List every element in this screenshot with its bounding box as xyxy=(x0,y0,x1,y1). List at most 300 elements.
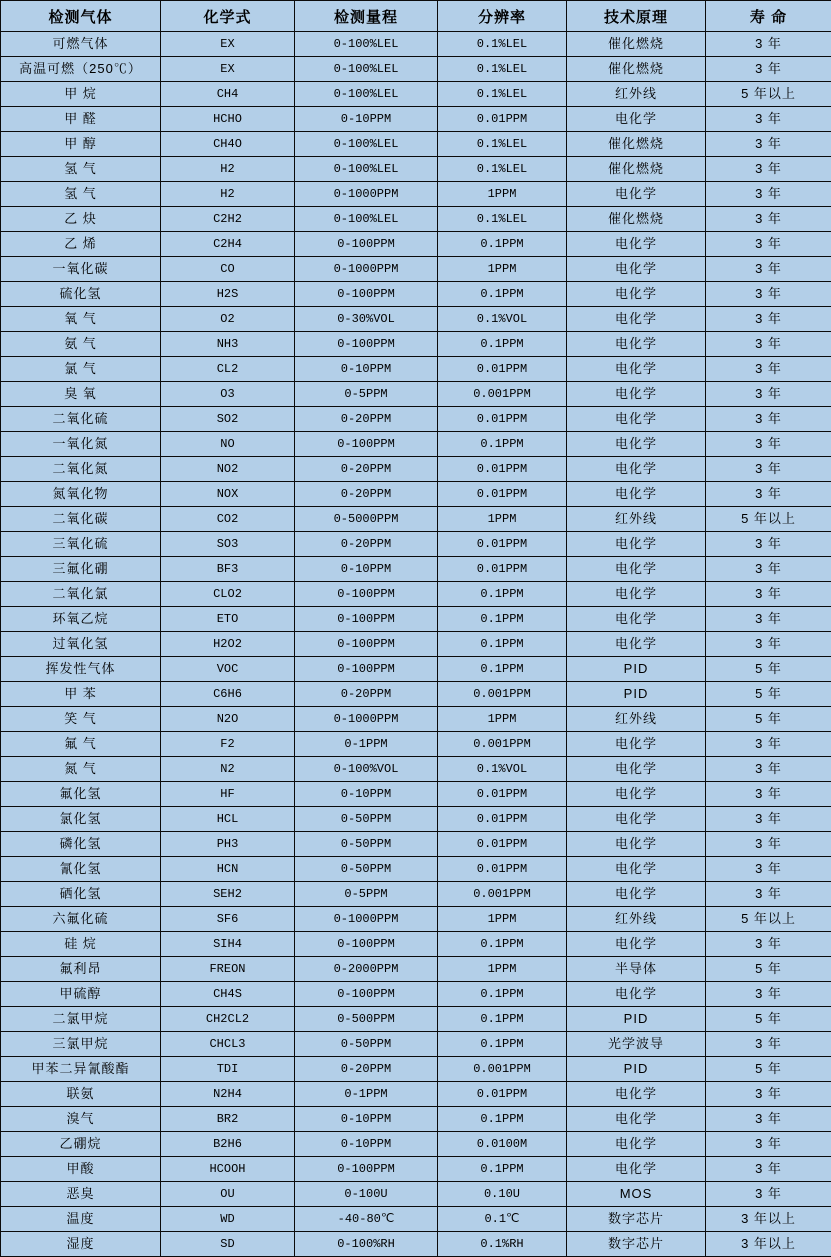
cell-detection-range: 0-100U xyxy=(295,1182,438,1207)
cell-service-life: 3 年 xyxy=(706,807,831,832)
cell-chemical-formula: H2S xyxy=(161,282,295,307)
cell-detection-range: 0-50PPM xyxy=(295,1032,438,1057)
cell-technical-principle: 光学波导 xyxy=(567,1032,706,1057)
cell-technical-principle: 电化学 xyxy=(567,857,706,882)
cell-resolution: 0.01PPM xyxy=(438,782,567,807)
cell-resolution: 0.01PPM xyxy=(438,557,567,582)
table-row xyxy=(1,1232,831,1257)
cell-technical-principle: 电化学 xyxy=(567,482,706,507)
cell-chemical-formula: CH2CL2 xyxy=(161,1007,295,1032)
cell-technical-principle: 电化学 xyxy=(567,232,706,257)
table-row xyxy=(1,1107,831,1132)
cell-service-life: 5 年 xyxy=(706,1007,831,1032)
cell-gas-name: 乙 烯 xyxy=(1,232,161,257)
cell-technical-principle: 电化学 xyxy=(567,432,706,457)
cell-chemical-formula: SD xyxy=(161,1232,295,1257)
cell-resolution: 1PPM xyxy=(438,507,567,532)
cell-resolution: 0.1PPM xyxy=(438,1032,567,1057)
cell-resolution: 0.001PPM xyxy=(438,382,567,407)
cell-service-life: 3 年以上 xyxy=(706,1207,831,1232)
cell-chemical-formula: O2 xyxy=(161,307,295,332)
cell-gas-name: 甲酸 xyxy=(1,1157,161,1182)
cell-resolution: 0.1%LEL xyxy=(438,157,567,182)
cell-gas-name: 一氧化碳 xyxy=(1,257,161,282)
cell-detection-range: 0-20PPM xyxy=(295,407,438,432)
cell-resolution: 0.01PPM xyxy=(438,482,567,507)
column-header-resolution: 分辨率 xyxy=(438,1,567,32)
cell-technical-principle: PID xyxy=(567,1007,706,1032)
table-row xyxy=(1,932,831,957)
cell-gas-name: 环氧乙烷 xyxy=(1,607,161,632)
column-header-range: 检测量程 xyxy=(295,1,438,32)
table-row xyxy=(1,182,831,207)
cell-detection-range: 0-5000PPM xyxy=(295,507,438,532)
cell-technical-principle: 红外线 xyxy=(567,507,706,532)
cell-resolution: 0.1PPM xyxy=(438,1007,567,1032)
table-row xyxy=(1,157,831,182)
cell-detection-range: 0-20PPM xyxy=(295,532,438,557)
cell-service-life: 3 年 xyxy=(706,782,831,807)
column-header-life: 寿 命 xyxy=(706,1,831,32)
cell-resolution: 0.1PPM xyxy=(438,982,567,1007)
cell-gas-name: 磷化氢 xyxy=(1,832,161,857)
cell-service-life: 3 年 xyxy=(706,307,831,332)
table-row xyxy=(1,407,831,432)
cell-technical-principle: 电化学 xyxy=(567,357,706,382)
table-row xyxy=(1,732,831,757)
cell-chemical-formula: CH4S xyxy=(161,982,295,1007)
cell-detection-range: 0-100PPM xyxy=(295,607,438,632)
cell-gas-name: 氢 气 xyxy=(1,157,161,182)
cell-detection-range: 0-100PPM xyxy=(295,332,438,357)
cell-detection-range: 0-20PPM xyxy=(295,482,438,507)
cell-resolution: 1PPM xyxy=(438,257,567,282)
cell-technical-principle: 催化燃烧 xyxy=(567,207,706,232)
cell-detection-range: 0-1PPM xyxy=(295,732,438,757)
cell-gas-name: 硫化氢 xyxy=(1,282,161,307)
cell-service-life: 5 年以上 xyxy=(706,907,831,932)
cell-chemical-formula: CL2 xyxy=(161,357,295,382)
table-row xyxy=(1,982,831,1007)
cell-resolution: 1PPM xyxy=(438,907,567,932)
cell-service-life: 3 年 xyxy=(706,207,831,232)
cell-resolution: 0.1%VOL xyxy=(438,307,567,332)
cell-gas-name: 甲 烷 xyxy=(1,82,161,107)
cell-chemical-formula: EX xyxy=(161,32,295,57)
cell-detection-range: 0-100%VOL xyxy=(295,757,438,782)
cell-resolution: 0.1PPM xyxy=(438,1107,567,1132)
cell-gas-name: 乙 炔 xyxy=(1,207,161,232)
cell-chemical-formula: BF3 xyxy=(161,557,295,582)
cell-service-life: 3 年 xyxy=(706,482,831,507)
cell-resolution: 0.01PPM xyxy=(438,1082,567,1107)
table-row xyxy=(1,1057,831,1082)
table-row xyxy=(1,1132,831,1157)
cell-detection-range: 0-1000PPM xyxy=(295,907,438,932)
cell-service-life: 3 年 xyxy=(706,532,831,557)
cell-resolution: 0.1PPM xyxy=(438,932,567,957)
cell-gas-name: 联氨 xyxy=(1,1082,161,1107)
cell-technical-principle: 电化学 xyxy=(567,932,706,957)
cell-chemical-formula: N2 xyxy=(161,757,295,782)
cell-service-life: 5 年 xyxy=(706,1057,831,1082)
cell-technical-principle: 电化学 xyxy=(567,807,706,832)
column-header-formula: 化学式 xyxy=(161,1,295,32)
cell-service-life: 5 年 xyxy=(706,657,831,682)
cell-chemical-formula: HF xyxy=(161,782,295,807)
cell-resolution: 0.0100M xyxy=(438,1132,567,1157)
cell-detection-range: 0-100PPM xyxy=(295,1157,438,1182)
table-row xyxy=(1,457,831,482)
cell-chemical-formula: PH3 xyxy=(161,832,295,857)
cell-detection-range: 0-10PPM xyxy=(295,557,438,582)
cell-chemical-formula: NOX xyxy=(161,482,295,507)
column-header-principle: 技术原理 xyxy=(567,1,706,32)
cell-gas-name: 二氧化碳 xyxy=(1,507,161,532)
cell-detection-range: 0-1000PPM xyxy=(295,182,438,207)
cell-chemical-formula: TDI xyxy=(161,1057,295,1082)
table-row xyxy=(1,257,831,282)
cell-gas-name: 三氟化硼 xyxy=(1,557,161,582)
cell-gas-name: 挥发性气体 xyxy=(1,657,161,682)
cell-resolution: 1PPM xyxy=(438,957,567,982)
cell-service-life: 3 年 xyxy=(706,982,831,1007)
cell-chemical-formula: CO xyxy=(161,257,295,282)
cell-gas-name: 三氧化硫 xyxy=(1,532,161,557)
cell-chemical-formula: N2O xyxy=(161,707,295,732)
cell-chemical-formula: C2H4 xyxy=(161,232,295,257)
cell-service-life: 3 年 xyxy=(706,107,831,132)
cell-chemical-formula: CO2 xyxy=(161,507,295,532)
cell-service-life: 3 年 xyxy=(706,857,831,882)
cell-chemical-formula: C6H6 xyxy=(161,682,295,707)
cell-technical-principle: 电化学 xyxy=(567,457,706,482)
cell-resolution: 0.1%LEL xyxy=(438,57,567,82)
cell-gas-name: 氨 气 xyxy=(1,332,161,357)
table-row xyxy=(1,1082,831,1107)
cell-service-life: 3 年 xyxy=(706,1182,831,1207)
cell-gas-name: 氟 气 xyxy=(1,732,161,757)
table-row xyxy=(1,632,831,657)
cell-gas-name: 三氯甲烷 xyxy=(1,1032,161,1057)
cell-resolution: 0.01PPM xyxy=(438,807,567,832)
cell-technical-principle: PID xyxy=(567,657,706,682)
cell-resolution: 0.1PPM xyxy=(438,332,567,357)
cell-chemical-formula: ETO xyxy=(161,607,295,632)
table-row xyxy=(1,32,831,57)
cell-chemical-formula: C2H2 xyxy=(161,207,295,232)
cell-detection-range: 0-1000PPM xyxy=(295,707,438,732)
cell-technical-principle: 电化学 xyxy=(567,382,706,407)
cell-service-life: 3 年 xyxy=(706,182,831,207)
table-row xyxy=(1,1182,831,1207)
cell-technical-principle: 催化燃烧 xyxy=(567,157,706,182)
cell-gas-name: 一氧化氮 xyxy=(1,432,161,457)
cell-gas-name: 二氧化氮 xyxy=(1,457,161,482)
cell-gas-name: 高温可燃（250℃） xyxy=(1,57,161,82)
cell-detection-range: 0-100PPM xyxy=(295,432,438,457)
table-row xyxy=(1,357,831,382)
cell-service-life: 3 年 xyxy=(706,157,831,182)
cell-resolution: 1PPM xyxy=(438,707,567,732)
cell-service-life: 3 年 xyxy=(706,282,831,307)
cell-detection-range: 0-1000PPM xyxy=(295,257,438,282)
cell-service-life: 3 年 xyxy=(706,332,831,357)
cell-gas-name: 温度 xyxy=(1,1207,161,1232)
cell-resolution: 0.1PPM xyxy=(438,1157,567,1182)
cell-technical-principle: 电化学 xyxy=(567,582,706,607)
table-row xyxy=(1,707,831,732)
cell-chemical-formula: H2 xyxy=(161,157,295,182)
cell-resolution: 0.1PPM xyxy=(438,432,567,457)
cell-technical-principle: 电化学 xyxy=(567,257,706,282)
cell-gas-name: 氢 气 xyxy=(1,182,161,207)
cell-detection-range: 0-10PPM xyxy=(295,1132,438,1157)
table-row xyxy=(1,57,831,82)
table-row xyxy=(1,657,831,682)
cell-service-life: 3 年 xyxy=(706,432,831,457)
cell-detection-range: 0-100%LEL xyxy=(295,82,438,107)
cell-service-life: 5 年 xyxy=(706,957,831,982)
cell-chemical-formula: SO3 xyxy=(161,532,295,557)
cell-chemical-formula: HCHO xyxy=(161,107,295,132)
cell-gas-name: 硅 烷 xyxy=(1,932,161,957)
cell-resolution: 0.1%VOL xyxy=(438,757,567,782)
cell-gas-name: 臭 氧 xyxy=(1,382,161,407)
cell-technical-principle: 电化学 xyxy=(567,307,706,332)
cell-resolution: 0.001PPM xyxy=(438,1057,567,1082)
cell-resolution: 1PPM xyxy=(438,182,567,207)
table-row xyxy=(1,82,831,107)
cell-service-life: 3 年以上 xyxy=(706,1232,831,1257)
cell-gas-name: 二氧化氯 xyxy=(1,582,161,607)
cell-resolution: 0.1PPM xyxy=(438,232,567,257)
cell-resolution: 0.1%LEL xyxy=(438,32,567,57)
cell-chemical-formula: CH4O xyxy=(161,132,295,157)
column-header-gas-name: 检测气体 xyxy=(1,1,161,32)
cell-service-life: 3 年 xyxy=(706,1107,831,1132)
cell-detection-range: 0-100%LEL xyxy=(295,32,438,57)
table-row xyxy=(1,332,831,357)
table-row xyxy=(1,957,831,982)
table-row xyxy=(1,882,831,907)
table-row xyxy=(1,307,831,332)
cell-detection-range: 0-100PPM xyxy=(295,932,438,957)
cell-service-life: 3 年 xyxy=(706,257,831,282)
cell-resolution: 0.01PPM xyxy=(438,832,567,857)
cell-technical-principle: 催化燃烧 xyxy=(567,57,706,82)
table-row xyxy=(1,432,831,457)
cell-detection-range: 0-100%LEL xyxy=(295,207,438,232)
cell-gas-name: 恶臭 xyxy=(1,1182,161,1207)
cell-gas-name: 氰化氢 xyxy=(1,857,161,882)
cell-resolution: 0.01PPM xyxy=(438,457,567,482)
cell-chemical-formula: H2 xyxy=(161,182,295,207)
cell-detection-range: 0-100%RH xyxy=(295,1232,438,1257)
cell-technical-principle: 电化学 xyxy=(567,782,706,807)
cell-gas-name: 溴气 xyxy=(1,1107,161,1132)
cell-gas-name: 甲苯二异氰酸酯 xyxy=(1,1057,161,1082)
cell-detection-range: -40-80℃ xyxy=(295,1207,438,1232)
cell-chemical-formula: H2O2 xyxy=(161,632,295,657)
table-row xyxy=(1,832,831,857)
cell-chemical-formula: VOC xyxy=(161,657,295,682)
cell-chemical-formula: HCOOH xyxy=(161,1157,295,1182)
cell-service-life: 5 年 xyxy=(706,707,831,732)
cell-service-life: 3 年 xyxy=(706,582,831,607)
cell-detection-range: 0-20PPM xyxy=(295,457,438,482)
cell-resolution: 0.1PPM xyxy=(438,282,567,307)
cell-gas-name: 二氯甲烷 xyxy=(1,1007,161,1032)
cell-gas-name: 甲 醛 xyxy=(1,107,161,132)
cell-detection-range: 0-1PPM xyxy=(295,1082,438,1107)
table-row xyxy=(1,532,831,557)
cell-service-life: 3 年 xyxy=(706,732,831,757)
cell-gas-name: 乙硼烷 xyxy=(1,1132,161,1157)
cell-service-life: 3 年 xyxy=(706,382,831,407)
cell-technical-principle: 红外线 xyxy=(567,82,706,107)
cell-detection-range: 0-10PPM xyxy=(295,782,438,807)
cell-gas-name: 湿度 xyxy=(1,1232,161,1257)
cell-gas-name: 甲硫醇 xyxy=(1,982,161,1007)
cell-technical-principle: 电化学 xyxy=(567,607,706,632)
cell-detection-range: 0-50PPM xyxy=(295,832,438,857)
cell-service-life: 3 年 xyxy=(706,132,831,157)
cell-chemical-formula: BR2 xyxy=(161,1107,295,1132)
cell-technical-principle: 电化学 xyxy=(567,532,706,557)
cell-detection-range: 0-100%LEL xyxy=(295,157,438,182)
table-row xyxy=(1,607,831,632)
cell-detection-range: 0-5PPM xyxy=(295,382,438,407)
cell-service-life: 3 年 xyxy=(706,557,831,582)
cell-technical-principle: 电化学 xyxy=(567,1157,706,1182)
cell-service-life: 5 年以上 xyxy=(706,82,831,107)
cell-technical-principle: 电化学 xyxy=(567,182,706,207)
cell-resolution: 0.001PPM xyxy=(438,682,567,707)
table-row xyxy=(1,807,831,832)
cell-service-life: 3 年 xyxy=(706,232,831,257)
cell-chemical-formula: SEH2 xyxy=(161,882,295,907)
table-row xyxy=(1,582,831,607)
cell-technical-principle: PID xyxy=(567,1057,706,1082)
cell-technical-principle: 电化学 xyxy=(567,882,706,907)
cell-chemical-formula: EX xyxy=(161,57,295,82)
cell-service-life: 3 年 xyxy=(706,1032,831,1057)
cell-gas-name: 氧 气 xyxy=(1,307,161,332)
cell-chemical-formula: N2H4 xyxy=(161,1082,295,1107)
cell-resolution: 0.1%LEL xyxy=(438,82,567,107)
cell-service-life: 3 年 xyxy=(706,632,831,657)
cell-gas-name: 六氟化硫 xyxy=(1,907,161,932)
cell-chemical-formula: WD xyxy=(161,1207,295,1232)
cell-service-life: 5 年以上 xyxy=(706,507,831,532)
cell-gas-name: 氟利昂 xyxy=(1,957,161,982)
table-row xyxy=(1,782,831,807)
cell-detection-range: 0-10PPM xyxy=(295,1107,438,1132)
cell-service-life: 3 年 xyxy=(706,32,831,57)
cell-gas-name: 可燃气体 xyxy=(1,32,161,57)
cell-gas-name: 过氧化氢 xyxy=(1,632,161,657)
cell-detection-range: 0-10PPM xyxy=(295,107,438,132)
cell-chemical-formula: SO2 xyxy=(161,407,295,432)
cell-technical-principle: 红外线 xyxy=(567,707,706,732)
table-row xyxy=(1,107,831,132)
cell-chemical-formula: O3 xyxy=(161,382,295,407)
cell-service-life: 3 年 xyxy=(706,882,831,907)
cell-resolution: 0.1%LEL xyxy=(438,132,567,157)
cell-service-life: 3 年 xyxy=(706,457,831,482)
table-row xyxy=(1,557,831,582)
cell-gas-name: 甲 醇 xyxy=(1,132,161,157)
cell-service-life: 3 年 xyxy=(706,57,831,82)
cell-technical-principle: 电化学 xyxy=(567,982,706,1007)
cell-technical-principle: PID xyxy=(567,682,706,707)
cell-gas-name: 氮 气 xyxy=(1,757,161,782)
cell-chemical-formula: F2 xyxy=(161,732,295,757)
table-header-row xyxy=(1,1,831,32)
cell-detection-range: 0-2000PPM xyxy=(295,957,438,982)
cell-technical-principle: MOS xyxy=(567,1182,706,1207)
cell-detection-range: 0-100PPM xyxy=(295,632,438,657)
cell-technical-principle: 电化学 xyxy=(567,407,706,432)
cell-technical-principle: 催化燃烧 xyxy=(567,132,706,157)
cell-service-life: 3 年 xyxy=(706,832,831,857)
cell-chemical-formula: B2H6 xyxy=(161,1132,295,1157)
cell-technical-principle: 电化学 xyxy=(567,757,706,782)
cell-chemical-formula: NO xyxy=(161,432,295,457)
cell-technical-principle: 电化学 xyxy=(567,632,706,657)
cell-technical-principle: 数字芯片 xyxy=(567,1232,706,1257)
cell-resolution: 0.1%RH xyxy=(438,1232,567,1257)
cell-resolution: 0.01PPM xyxy=(438,857,567,882)
table-row xyxy=(1,382,831,407)
cell-technical-principle: 电化学 xyxy=(567,1082,706,1107)
cell-detection-range: 0-100PPM xyxy=(295,232,438,257)
cell-resolution: 0.001PPM xyxy=(438,882,567,907)
cell-technical-principle: 电化学 xyxy=(567,832,706,857)
cell-technical-principle: 电化学 xyxy=(567,557,706,582)
cell-detection-range: 0-100PPM xyxy=(295,582,438,607)
cell-gas-name: 笑 气 xyxy=(1,707,161,732)
cell-chemical-formula: SIH4 xyxy=(161,932,295,957)
cell-resolution: 0.01PPM xyxy=(438,407,567,432)
cell-service-life: 3 年 xyxy=(706,407,831,432)
cell-detection-range: 0-100%LEL xyxy=(295,132,438,157)
cell-technical-principle: 电化学 xyxy=(567,1107,706,1132)
table-row xyxy=(1,682,831,707)
cell-service-life: 3 年 xyxy=(706,757,831,782)
cell-detection-range: 0-100PPM xyxy=(295,982,438,1007)
cell-resolution: 0.001PPM xyxy=(438,732,567,757)
cell-resolution: 0.1PPM xyxy=(438,657,567,682)
cell-service-life: 5 年 xyxy=(706,682,831,707)
cell-chemical-formula: CHCL3 xyxy=(161,1032,295,1057)
table-row xyxy=(1,282,831,307)
table-row xyxy=(1,757,831,782)
cell-service-life: 3 年 xyxy=(706,607,831,632)
cell-gas-name: 氯化氢 xyxy=(1,807,161,832)
cell-technical-principle: 电化学 xyxy=(567,332,706,357)
cell-service-life: 3 年 xyxy=(706,357,831,382)
cell-technical-principle: 电化学 xyxy=(567,107,706,132)
cell-gas-name: 氟化氢 xyxy=(1,782,161,807)
table-row xyxy=(1,507,831,532)
cell-detection-range: 0-30%VOL xyxy=(295,307,438,332)
table-row xyxy=(1,132,831,157)
cell-resolution: 0.1PPM xyxy=(438,632,567,657)
cell-chemical-formula: NH3 xyxy=(161,332,295,357)
cell-detection-range: 0-50PPM xyxy=(295,807,438,832)
